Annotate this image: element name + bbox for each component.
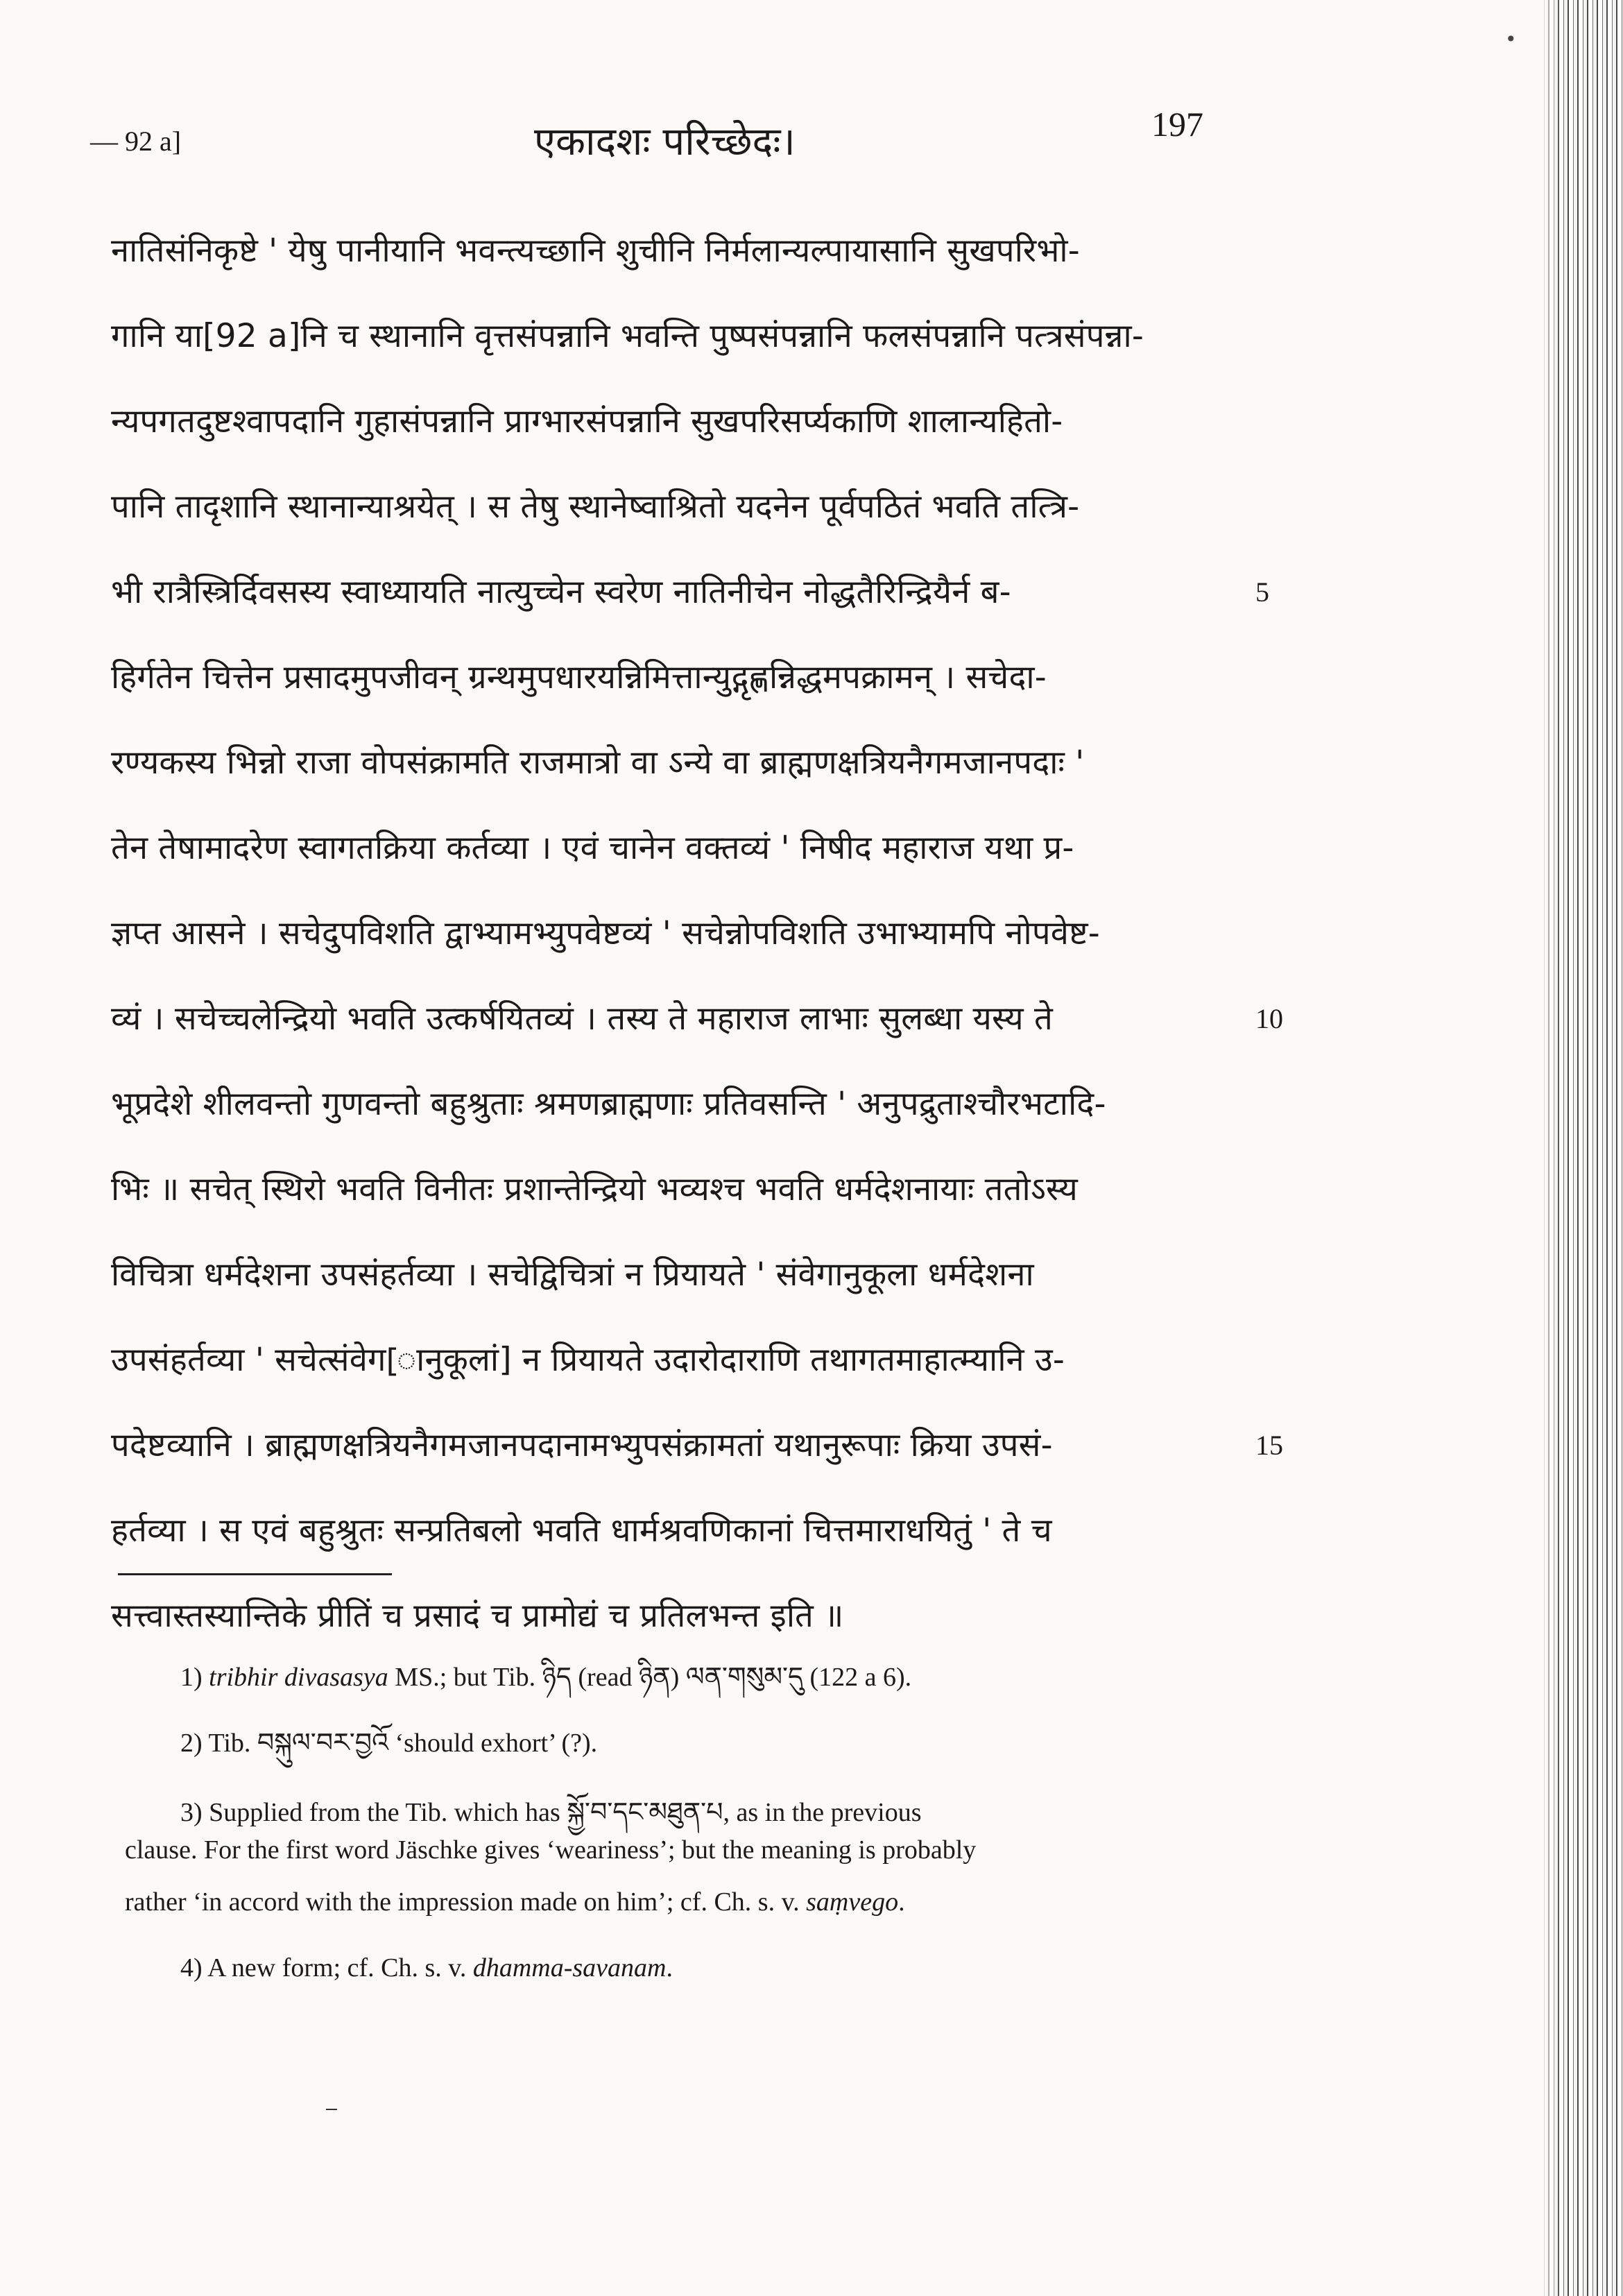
- text-line-content: सत्त्वास्तस्यान्तिके प्रीतिं च प्रसादं च प्रामोद्यं च प्रतिलभन्त इति ॥: [111, 1597, 844, 1635]
- text-line: [111, 805, 1255, 891]
- footnote-1-ms-reading: tribhir divasasya: [209, 1663, 388, 1692]
- text-line: [111, 1403, 1283, 1488]
- text-line-content: भिः ॥ सचेत् स्थिरो भवति विनीतः प्रशान्तेन्द्रियो भव्यश्च भवति धर्मदेशनायाः ततोऽस्य: [111, 1170, 1078, 1208]
- text-line: [111, 293, 1255, 379]
- text-line: [111, 1061, 1255, 1147]
- text-line: [111, 1232, 1255, 1317]
- text-line: [111, 1488, 1255, 1573]
- text-line-content: भी रात्रैस्त्रिर्दिवसस्य स्वाध्यायति नात्युच्चेन स्वरेण नातिनीचेन नोद्धतैरिन्द्रियैर्न ब-: [111, 573, 1011, 611]
- text-line-content: न्यपगतदुष्टश्वापदानि गुहासंपन्नानि प्राग्भारसंपन्नानि सुखपरिसर्प्यकाणि शालान्यहितो-: [111, 402, 1063, 440]
- line-number: 10: [1255, 1003, 1283, 1034]
- text-line: [111, 208, 1255, 293]
- text-line-content: भूप्रदेशे शीलवन्तो गुणवन्तो बहुश्रुताः श्रमणब्राह्मणाः प्रतिवसन्ति ' अनुपद्रुताश्चौरभटादि-: [111, 1085, 1106, 1123]
- sanskrit-body-text: [111, 208, 1283, 1659]
- text-line-content: नातिसंनिकृष्टे ' येषु पानीयानि भवन्त्यच्छानि शुचीनि निर्मलान्यल्पायासानि सुखपरिभो-: [111, 232, 1080, 270]
- chapter-title: एकादशः परिच्छेदः।: [534, 119, 796, 164]
- footnote-2: 2) Tib. བསྐུལ་བར་བྱའོ ‘should exhort’ (?).: [180, 1729, 598, 1758]
- text-line: [111, 379, 1255, 464]
- text-line-content: रण्यकस्य भिन्नो राजा वोपसंक्रामति राजमात्रो वा ऽन्ये वा ब्राह्मणक्षत्रियनैगमजानपदाः ': [111, 744, 1085, 782]
- text-line: [111, 464, 1255, 549]
- line-number: 15: [1255, 1430, 1283, 1461]
- text-line: [111, 720, 1255, 805]
- footnote-3-line-1: 3) Supplied from the Tib. which has སྐྱོ་བ་དང་མཐུན་པ, as in the previous: [180, 1798, 922, 1827]
- text-line-content: पदेष्टव्यानि । ब्राह्मणक्षत्रियनैगमजानपदानामभ्युपसंक्रामतां यथानुरूपाः क्रिया उपसं-: [111, 1426, 1053, 1464]
- text-line-content: हिर्गतेन चित्तेन प्रसादमुपजीवन् ग्रन्थमुपधारयन्निमित्तान्युद्गृह्णन्निद्धमपक्रामन् । सचेदा-: [111, 658, 1047, 696]
- text-line-content: उपसंहर्तव्या ' सचेत्संवेग[ानुकूलां] न प्रियायते उदारोदाराणि तथागतमाहात्म्यानि उ-: [111, 1341, 1065, 1379]
- footnote-1: 1) tribhir divasasya MS.; but Tib. ཉིད (read ཉིན) ལན་གསུམ་དུ (122 a 6).: [180, 1663, 912, 1692]
- text-line-content: ज्ञप्त आसने । सचेदुपविशति द्वाभ्यामभ्युपवेष्टव्यं ' सचेन्नोपविशति उभाभ्यामपि नोपवेष्ट-: [111, 914, 1100, 952]
- line-number: 5: [1255, 576, 1269, 608]
- text-line: [111, 891, 1255, 976]
- text-line-content: व्यं । सचेच्चलेन्द्रियो भवति उत्कर्षयितव्यं । तस्य ते महाराज लाभाः सुलब्धा यस्य ते: [111, 1000, 1054, 1038]
- footnote-divider: [118, 1573, 392, 1575]
- text-line-content: विचित्रा धर्मदेशना उपसंहर्तव्या । सचेद्विचित्रां न प्रियायते ' संवेगानुकूला धर्मदेशना: [111, 1256, 1034, 1294]
- page-number: 197: [1151, 105, 1203, 144]
- text-line: [111, 1317, 1255, 1403]
- text-line-content: पानि तादृशानि स्थानान्याश्रयेत् । स तेषु स्थानेष्वाश्रितो यदनेन पूर्वपठितं भवति तत्त्रि-: [111, 488, 1080, 526]
- corner-mark: •: [1505, 28, 1517, 51]
- text-line: [111, 976, 1283, 1061]
- text-line-content: तेन तेषामादरेण स्वागतक्रिया कर्तव्या । एवं चानेन वक्तव्यं ' निषीद महाराज यथा प्र-: [111, 829, 1074, 867]
- text-line: [111, 1573, 1255, 1659]
- stray-dash-mark: [326, 2109, 337, 2110]
- text-line: [111, 1147, 1255, 1232]
- footnote-4: 4) A new form; cf. Ch. s. v. dhamma-savanam.: [180, 1953, 673, 1982]
- footnote-3-line-3: rather ‘in accord with the impression made on him’; cf. Ch. s. v. saṃvego.: [125, 1887, 905, 1917]
- scanned-binding-edge: [1540, 0, 1623, 2296]
- running-head: [90, 104, 1214, 166]
- text-line: [111, 635, 1255, 720]
- footnote-3-line-2: clause. For the first word Jäschke gives ‘weariness’; but the meaning is probably: [125, 1835, 977, 1865]
- text-line-content: गानि या[92 a]नि च स्थानानि वृत्तसंपन्नानि भवन्ति पुष्पसंपन्नानि फलसंपन्नानि पत्त्रसंपन्ना-: [111, 317, 1144, 355]
- text-line-content: हर्तव्या । स एवं बहुश्रुतः सन्प्रतिबलो भवति धार्मश्रवणिकानां चित्तमाराधयितुं ' ते च: [111, 1511, 1052, 1550]
- text-line: [111, 549, 1269, 635]
- folio-reference: — 92 a]: [90, 126, 182, 157]
